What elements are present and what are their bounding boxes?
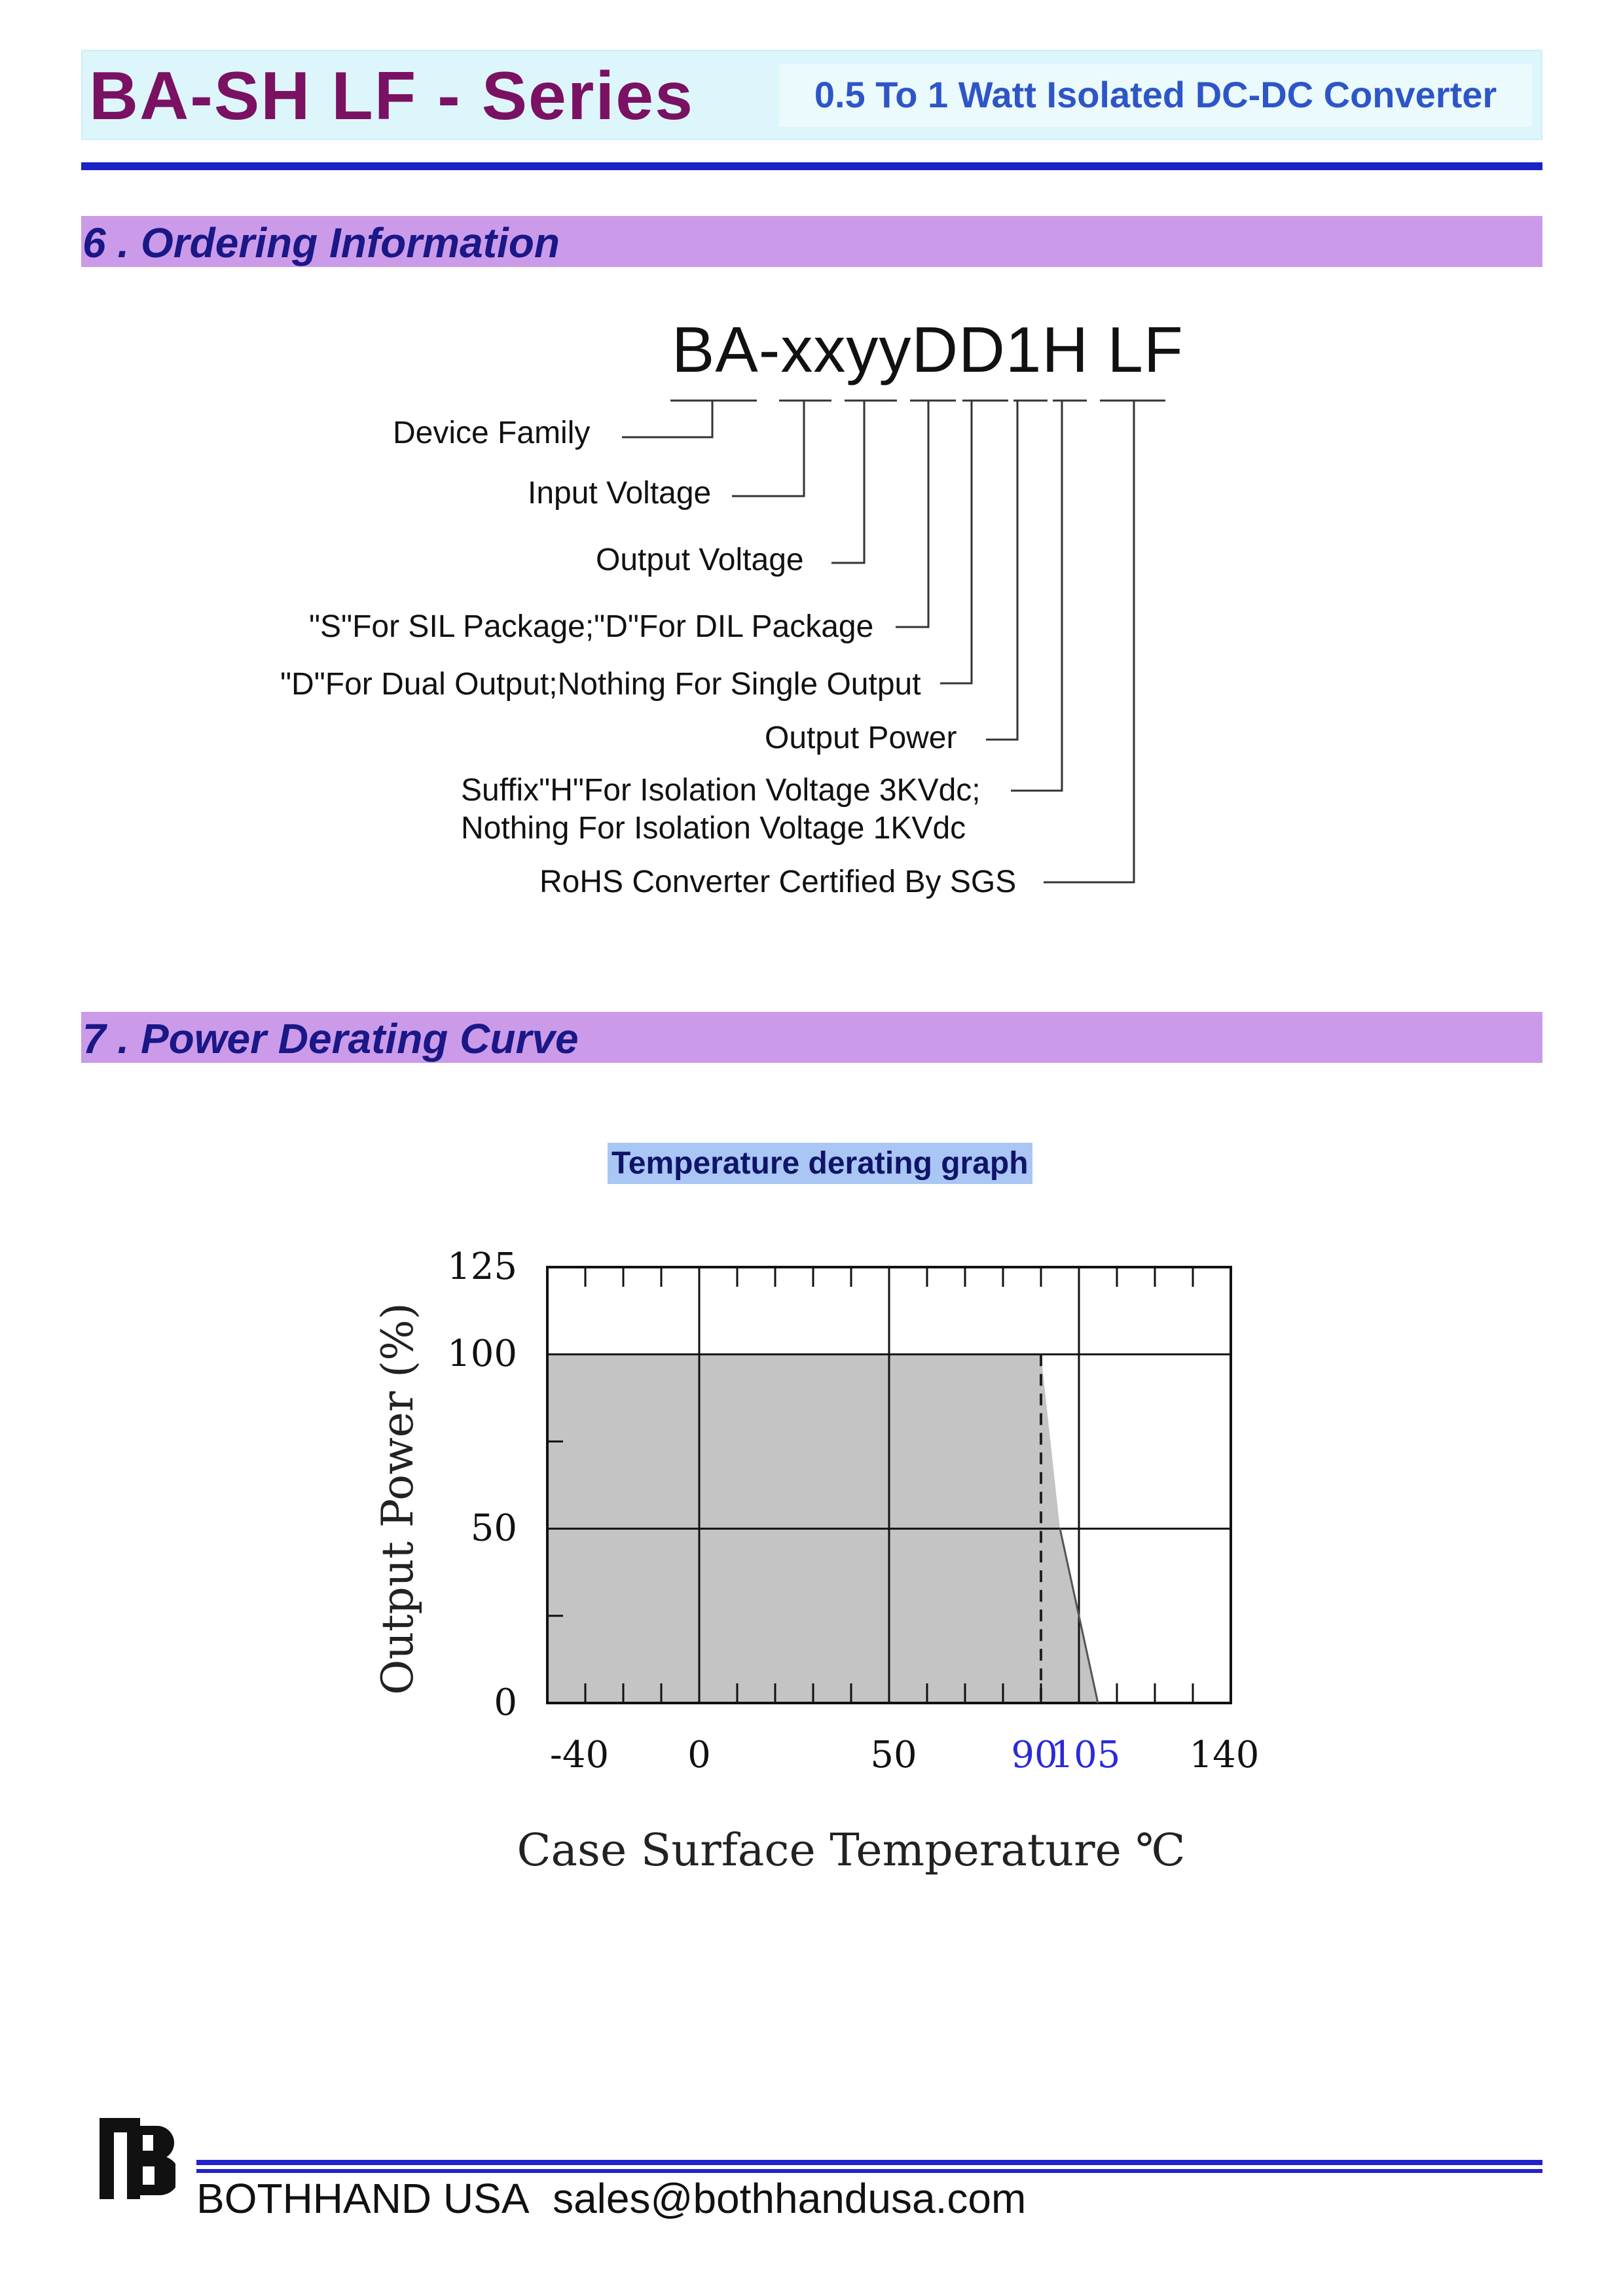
label-output-power: Output Power — [765, 721, 957, 755]
y-tick-label: 0 — [494, 1681, 517, 1724]
label-package: "S"For SIL Package;"D"For DIL Package — [309, 609, 874, 644]
series-subtitle: 0.5 To 1 Watt Isolated DC-DC Converter — [814, 74, 1497, 115]
y-tick-label: 50 — [470, 1507, 517, 1550]
y-tick-label: 125 — [447, 1246, 517, 1288]
footer-company: BOTHHAND USA — [196, 2175, 530, 2222]
label-isolation-suffix: Suffix"H"For Isolation Voltage 3KVdc; — [461, 773, 981, 808]
series-title: BA-SH LF - Series — [89, 58, 694, 134]
x-tick-label-highlight: 90 — [1011, 1734, 1058, 1776]
label-output-voltage: Output Voltage — [596, 543, 804, 577]
ordering-section-title: 6 . Ordering Information — [82, 219, 560, 266]
footer-rule — [196, 2160, 1542, 2173]
x-tick-label: 140 — [1189, 1734, 1260, 1776]
x-tick-label: -40 — [549, 1734, 610, 1776]
chart-title: Temperature derating graph — [608, 1143, 1032, 1184]
footer-email[interactable]: sales@bothhandusa.com — [553, 2175, 1027, 2222]
x-tick-label-highlight: 105 — [1050, 1734, 1121, 1776]
y-axis-label: Output Power (%) — [373, 1302, 423, 1695]
footer-contact — [196, 2174, 1026, 2223]
x-axis-label: Case Surface Temperature ℃ — [517, 1825, 1186, 1876]
label-isolation-none: Nothing For Isolation Voltage 1KVdc — [461, 811, 966, 846]
label-rohs: RoHS Converter Certified By SGS — [539, 865, 1017, 899]
y-tick-label: 100 — [447, 1333, 517, 1376]
x-tick-label: 50 — [870, 1734, 917, 1776]
label-device-family: Device Family — [393, 416, 591, 450]
x-tick-label: 0 — [687, 1734, 711, 1776]
bothhand-logo-icon — [97, 2113, 175, 2204]
part-number: BA-xxyyDD1H LF — [672, 314, 1184, 386]
label-input-voltage: Input Voltage — [528, 476, 712, 511]
label-dual-output: "D"For Dual Output;Nothing For Single Output — [280, 667, 921, 702]
derating-section-title: 7 . Power Derating Curve — [82, 1015, 579, 1062]
